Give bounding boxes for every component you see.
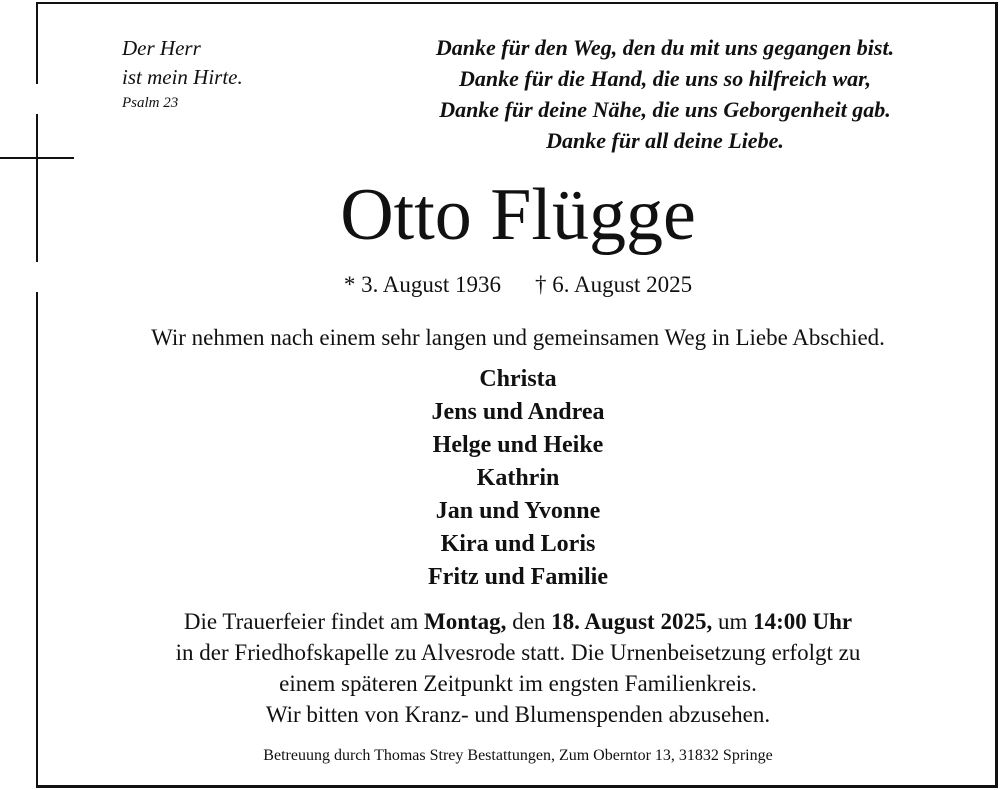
- service-line-4: Wir bitten von Kranz- und Blumenspenden abzusehen.: [265, 702, 771, 727]
- mourner-name: Christa: [479, 366, 557, 392]
- mourners-list: [0, 363, 1000, 594]
- mourner-name: Jens und Andrea: [431, 399, 605, 425]
- psalm-reference: Psalm 23: [122, 95, 179, 111]
- psalm-line-2: ist mein Hirte.: [122, 65, 243, 89]
- frame-left-border-upper: [36, 2, 38, 84]
- undertaker-credit: Betreuung durch Thomas Strey Bestattungen, Zum Oberntor 13, 31832 Springe: [263, 747, 773, 764]
- poem-line: Danke für all deine Liebe.: [546, 128, 784, 153]
- mourner-name: Kathrin: [476, 465, 560, 491]
- poem-line: Danke für die Hand, die uns so hilfreich war,: [459, 66, 871, 91]
- service-day: Montag,: [424, 609, 507, 634]
- birth-date: * 3. August 1936: [343, 272, 501, 297]
- frame-top-border: [36, 2, 998, 4]
- deceased-name: Otto Flügge: [340, 174, 696, 256]
- mourner-name: Kira und Loris: [440, 531, 596, 557]
- poem-block: [320, 32, 1000, 156]
- mourner-name: Fritz und Familie: [428, 564, 608, 590]
- poem-line: Danke für deine Nähe, die uns Geborgenheit gab.: [439, 97, 891, 122]
- service-line-3: einem späteren Zeitpunkt im engsten Familienkreis.: [279, 671, 757, 696]
- mourner-name: Helge und Heike: [432, 432, 604, 458]
- psalm-line-1: Der Herr: [122, 36, 201, 60]
- cross-icon-horizontal: [0, 157, 74, 159]
- service-line-1: [0, 606, 1000, 637]
- service-date: 18. August 2025,: [551, 609, 713, 634]
- service-time: 14:00 Uhr: [753, 609, 853, 634]
- mourner-name: Jan und Yvonne: [435, 498, 601, 524]
- frame-bottom-border: [36, 785, 998, 788]
- service-line-2: in der Friedhofskapelle zu Alvesrode statt. Die Urnenbeisetzung erfolgt zu: [175, 640, 861, 665]
- life-dates: [0, 270, 1000, 300]
- psalm-quote: [122, 34, 243, 114]
- service-mid-2: um: [717, 609, 748, 634]
- death-date: † 6. August 2025: [535, 272, 693, 297]
- service-intro: Die Trauerfeier findet am: [183, 609, 419, 634]
- service-mid-1: den: [512, 609, 546, 634]
- service-information: [0, 606, 1000, 730]
- poem-line: Danke für den Weg, den du mit uns gegangen bist.: [435, 35, 895, 60]
- farewell-text: Wir nehmen nach einem sehr langen und gemeinsamen Weg in Liebe Abschied.: [151, 325, 885, 350]
